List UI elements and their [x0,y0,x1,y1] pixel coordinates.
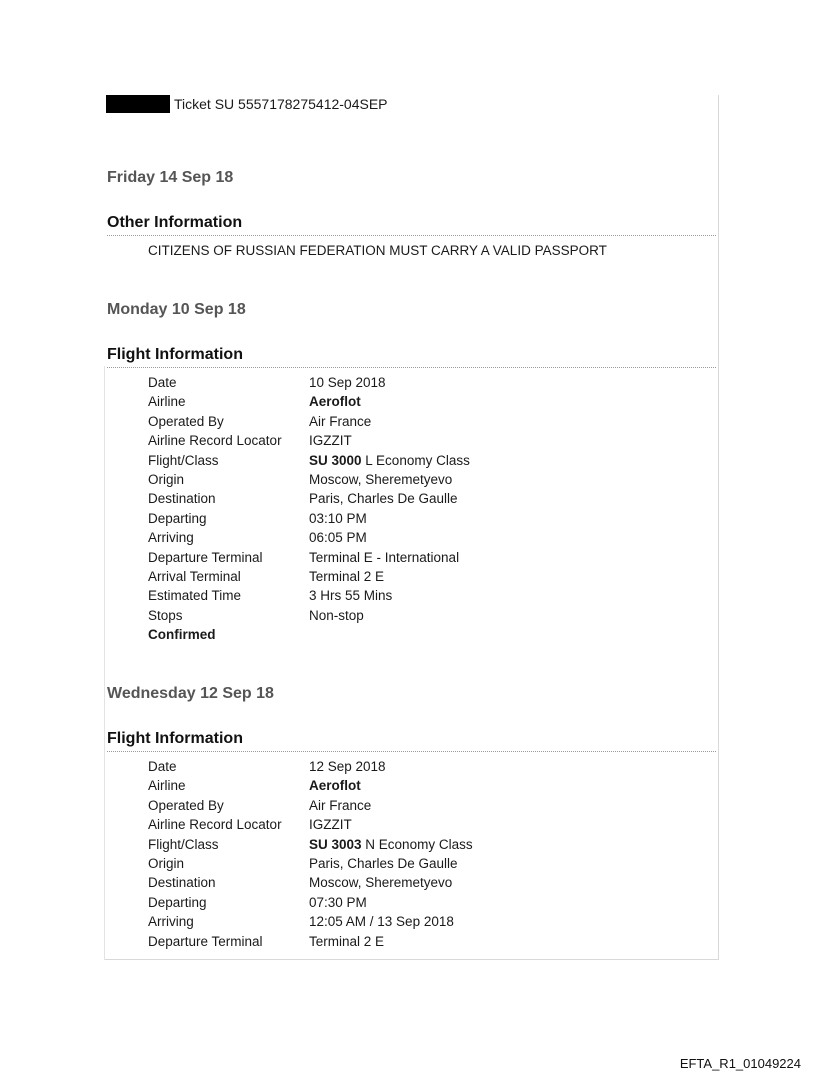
label: Flight/Class [148,836,219,852]
label: Airline [148,394,186,410]
flight1-row [148,470,708,489]
value: Terminal E - International [309,549,460,565]
class-value: N Economy Class [361,836,473,852]
value: Moscow, Sheremetyevo [309,471,453,487]
value: 3 Hrs 55 Mins [309,588,393,604]
label: Departing [148,894,207,910]
label: Arriving [148,530,194,546]
value: Terminal 2 E [309,568,385,584]
value: 12 Sep 2018 [309,759,386,774]
flight2-row [148,893,708,912]
value: 06:05 PM [309,530,367,546]
value: 12:05 AM / 13 Sep 2018 [309,914,454,930]
flight2-title: Flight Information [107,730,716,752]
flight-number: SU 3003 [309,836,362,852]
flight1-row [148,567,708,586]
flight2-details [148,757,708,951]
label: Origin [148,471,185,487]
label: Arriving [148,914,194,930]
flight2-row [148,776,708,795]
label: Airline [148,778,186,794]
label: Arrival Terminal [148,568,241,584]
flight1-row [148,586,708,605]
value: Aeroflot [309,394,361,410]
flight1-row [148,606,708,625]
value: IGZZIT [309,817,352,833]
label: Destination [148,875,216,891]
flight1-row [148,412,708,431]
redaction-box [106,95,170,113]
label: Flight/Class [148,452,219,468]
flight1-row [148,509,708,528]
label: Departing [148,510,207,526]
ticket-number: Ticket SU 5557178275412-04SEP [174,96,388,112]
value: Paris, Charles De Gaulle [309,855,458,871]
flight1-row [148,528,708,547]
label: Airline Record Locator [148,817,282,833]
flight2-row [148,873,708,892]
flight2-row [148,757,708,776]
value: 10 Sep 2018 [309,375,386,390]
flight-number: SU 3000 [309,452,362,468]
value: Terminal 2 E [309,933,385,949]
flight2-row [148,835,708,854]
flight1-row [148,548,708,567]
other-info-text: CITIZENS OF RUSSIAN FEDERATION MUST CARRY A VALID PASSPORT [148,243,607,258]
label: Date [148,375,177,390]
value: Paris, Charles De Gaulle [309,491,458,507]
flight2-row [148,796,708,815]
value: Non-stop [309,607,364,623]
flight1-details [148,373,708,644]
flight2-row [148,854,708,873]
flight2-row [148,912,708,931]
class-value: L Economy Class [361,452,470,468]
value: 07:30 PM [309,894,367,910]
label: Departure Terminal [148,549,263,565]
flight1-row [148,451,708,470]
label: Airline Record Locator [148,433,282,449]
other-info-title: Other Information [107,214,716,236]
frame-left-border [104,366,105,960]
label: Departure Terminal [148,933,263,949]
label: Origin [148,855,185,871]
value: Air France [309,797,372,813]
label: Destination [148,491,216,507]
day-heading-3: Wednesday 12 Sep 18 [107,685,274,702]
booking-status: Confirmed [148,627,216,643]
flight1-title: Flight Information [107,346,716,368]
value: 03:10 PM [309,510,367,526]
value: IGZZIT [309,433,352,449]
label: Estimated Time [148,588,242,604]
value: Moscow, Sheremetyevo [309,875,453,891]
flight1-row [148,489,708,508]
day-heading-1: Friday 14 Sep 18 [107,169,234,186]
flight1-row [148,373,708,392]
document-id: EFTA_R1_01049224 [679,1056,801,1071]
value: Aeroflot [309,778,361,794]
flight1-row [148,431,708,450]
value: Air France [309,413,372,429]
label: Date [148,759,177,774]
day-heading-2: Monday 10 Sep 18 [107,301,246,318]
flight1-row [148,392,708,411]
flight2-row [148,932,708,951]
flight2-row [148,815,708,834]
label: Stops [148,607,183,623]
label: Operated By [148,797,224,813]
label: Operated By [148,413,224,429]
